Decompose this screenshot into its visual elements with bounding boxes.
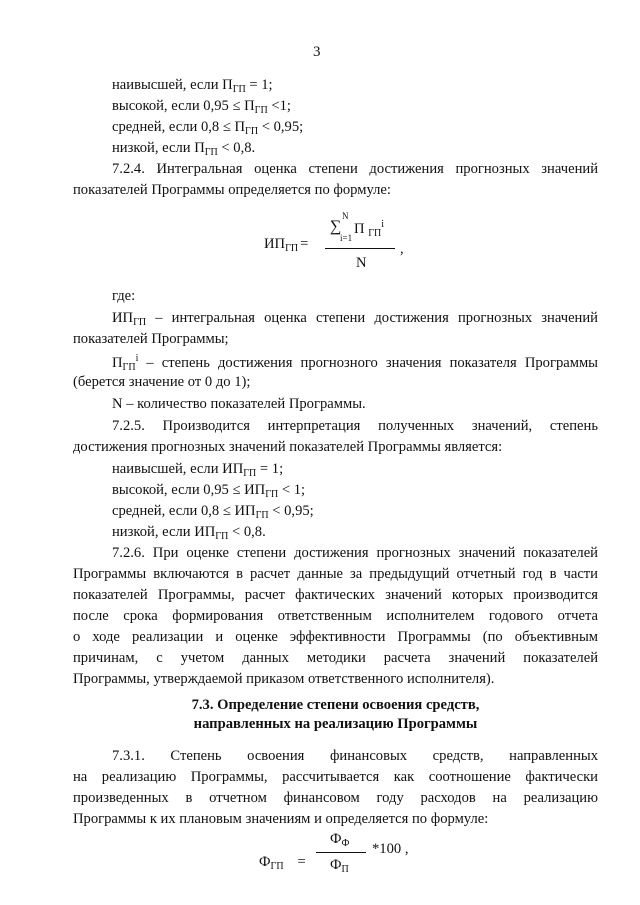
paragraph-7-2-6-line7: Программы, утверждаемой приказом ответственного исполнителя).: [73, 671, 495, 687]
definition-n: N – количество показателей Программы.: [112, 396, 366, 412]
where-label: где:: [112, 288, 136, 304]
section-7-3-title-line2: направленных на реализацию Программы: [193, 716, 478, 732]
section-7-3-title-line1: 7.3. Определение степени освоения средств,: [191, 697, 480, 713]
paragraph-7-2-6-line3: показателей Программы, расчет фактических значений которых производится: [73, 587, 598, 603]
formula1-sigma: ∑: [330, 218, 342, 235]
paragraph-7-3-1-line1: 7.3.1. Степень освоения финансовых средств, направленных: [112, 748, 598, 764]
interpretation-high: высокой, если $0,95 \le ИП_{ГП} < 1$;: [112, 482, 306, 500]
interpretation-medium: средней, если $0,8 \le ИП_{ГП} < 0,95$;: [112, 503, 314, 521]
paragraph-7-2-6-line6: причинам, с учетом данных методики расчета значений показателей: [73, 650, 598, 666]
paragraph-7-3-1-line4: Программы к их плановым значениям и определяется по формуле:: [73, 811, 489, 827]
interpretation-low: низкой, если $ИП_{ГП} < 0,8$.: [112, 524, 266, 542]
formula1-comma: ,: [400, 241, 404, 257]
paragraph-7-2-5-line1: 7.2.5. Производится интерпретация полученных значений, степень: [112, 418, 598, 434]
definition-p-line1: $П_{ГП}^i$ – степень достижения прогнозного значения показателя Программы: [112, 353, 598, 373]
condition-highest: наивысшей, если $П_{ГП} = 1$;: [112, 77, 273, 95]
paragraph-7-2-4-line1: 7.2.4. Интегральная оценка степени достижения прогнозных значений: [112, 161, 598, 177]
formula2-multiplier: *100 ,: [372, 841, 409, 857]
formula1-denominator: N: [356, 255, 367, 271]
paragraph-7-2-4-line2: показателей Программы определяется по формуле:: [73, 182, 391, 198]
formula1-sum-top: N: [342, 211, 349, 221]
paragraph-7-2-6-line1: 7.2.6. При оценке степени достижения прогнозных значений показателей: [112, 545, 598, 561]
paragraph-7-2-6-line2: Программы включаются в расчет данные за предыдущий отчетный год в части: [73, 566, 598, 582]
formula2-fraction-bar: [316, 852, 366, 853]
condition-high: высокой, если $0,95 \le П_{ГП} <1$;: [112, 98, 291, 116]
paragraph-7-2-6-line5: о ходе реализации и оценке эффективности Программы (по объективным: [73, 629, 598, 645]
formula1-numerator: П $_{ГП}^i$: [354, 219, 384, 239]
paragraph-7-3-1-line2: на реализацию Программы, рассчитывается как соотношение фактически: [73, 769, 598, 785]
paragraph-7-2-5-line2: достижения прогнозных значений показателей Программы является:: [73, 439, 503, 455]
condition-low: низкой, если $П_{ГП} < 0,8$.: [112, 140, 256, 158]
formula1-sum-bottom: i=1: [340, 233, 353, 243]
paragraph-7-3-1-line3: произведенных в отчетном финансовом году расходов на реализацию: [73, 790, 598, 806]
formula2-lhs: $Ф_{ГП}$ =: [259, 854, 306, 872]
formula1-lhs: $ИП_{ГП}$ =: [264, 236, 309, 254]
page-number: 3: [313, 44, 321, 60]
formula2-denominator: $Ф_П$: [330, 857, 349, 875]
definition-ip-line2: показателей Программы;: [73, 331, 229, 347]
definition-p-line2: (берется значение от 0 до 1);: [73, 374, 251, 390]
condition-medium: средней, если $0,8 \le П_{ГП} < 0,95$;: [112, 119, 304, 137]
interpretation-highest: наивысшей, если $ИП_{ГП} = 1$;: [112, 461, 284, 479]
definition-ip-line1: $ИП_{ГП}$ – интегральная оценка степени достижения прогнозных значений: [112, 310, 598, 328]
formula1-fraction-bar: [325, 248, 395, 249]
formula2-numerator: $Ф_Ф$: [330, 831, 350, 849]
paragraph-7-2-6-line4: после срока формирования ответственным исполнителем годового отчета: [73, 608, 598, 624]
